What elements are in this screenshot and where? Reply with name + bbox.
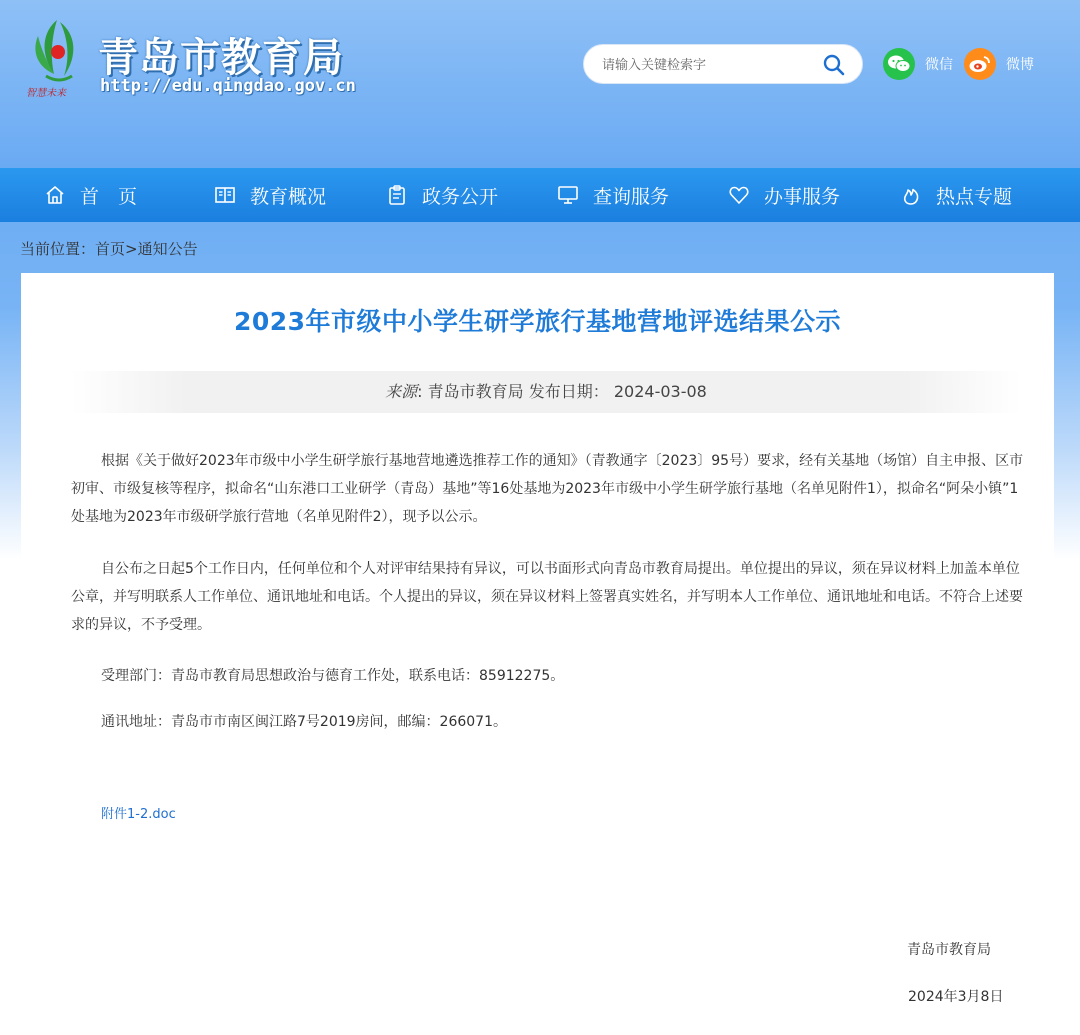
search-input[interactable] [600,53,814,77]
nav-item-query-service[interactable] [557,168,669,222]
monitor-icon [557,184,579,206]
article-paragraph: 根据《关于做好2023年市级中小学生研学旅行基地营地遴选推荐工作的通知》（青教通字〔2023〕95号）要求，经有关基地（场馆）自主申报、区市初审、市级复核等程序，拟命名“山东港口工业研学（青岛）基地”等16处基地为2023年市级中小学生研学旅行基地（名单见附件1），拟命名“阿朵小镇”1处基地为2023年市级研学旅行营地（名单见附件2），现予以公示。 [71,453,1024,525]
site-url: http://edu.qingdao.gov.cn [100,76,356,96]
signature-org: 青岛市教育局 [907,942,991,958]
logo-motto: 智慧未来 [26,88,66,99]
source-label: 来源 [385,382,418,401]
wechat-link[interactable] [883,48,953,80]
article-paragraph: 自公布之日起5个工作日内，任何单位和个人对评审结果持有异议，可以书面形式向青岛市教育局提出。单位提出的异议，须在异议材料上加盖本单位公章，并写明联系人工作单位、通讯地址和电话。个人提出的异议，须在异议材料上签署真实姓名，并写明本人工作单位、通讯地址和电话。不符合上述要求的异议，不予受理。 [71,561,1023,633]
clipboard-icon [386,184,408,206]
main-nav [0,168,1080,222]
nav-item-affairs-service[interactable] [728,168,840,222]
site-title[interactable]: 青岛市教育局 [98,35,344,81]
breadcrumb-separator: > [125,240,138,258]
weibo-link[interactable] [964,48,1034,80]
article-card [21,273,1054,1035]
signature-date: 2024年3月8日 [908,989,1004,1005]
site-header [0,0,1080,168]
search-box [583,44,863,84]
nav-item-hot-topics[interactable] [900,168,1012,222]
breadcrumb-prefix: 当前位置： [20,240,96,258]
weibo-label: 微博 [1006,57,1034,73]
nav-item-government-affairs[interactable] [386,168,498,222]
nav-item-education-overview[interactable] [214,168,326,222]
nav-item-label: 办事服务 [764,185,841,208]
article-paragraph: 受理部门：青岛市教育局思想政治与德育工作处，联系电话：85912275。 [101,668,565,684]
date-value: 2024-03-08 [613,382,707,401]
source-separator: : [417,382,423,401]
nav-item-label: 热点专题 [936,185,1013,208]
flame-icon [900,184,922,206]
weibo-icon [964,48,996,80]
breadcrumb [20,238,198,259]
article-paragraph: 通讯地址：青岛市市南区闽江路7号2019房间，邮编：266071。 [101,714,507,730]
breadcrumb-home-link[interactable]: 首页 [95,240,126,258]
heart-icon [728,184,750,206]
date-label: 发布日期： [528,382,609,401]
home-icon [44,184,66,206]
nav-item-home[interactable] [44,168,137,222]
source-value: 青岛市教育局 [427,382,524,401]
nav-item-label: 政务公开 [422,185,499,208]
search-icon[interactable] [822,53,846,77]
nav-item-label: 首 页 [80,185,138,208]
attachment-link[interactable]: 附件1-2.doc [101,807,176,822]
wechat-label: 微信 [925,57,953,73]
article-meta [71,371,1021,413]
qingdao-education-logo-icon[interactable] [24,14,94,100]
wechat-icon [883,48,915,80]
nav-item-label: 查询服务 [593,185,670,208]
book-icon [214,184,236,206]
breadcrumb-current-link[interactable]: 通知公告 [137,240,198,258]
article-title: 2023年市级中小学生研学旅行基地营地评选结果公示 [233,307,842,336]
nav-item-label: 教育概况 [250,185,327,208]
